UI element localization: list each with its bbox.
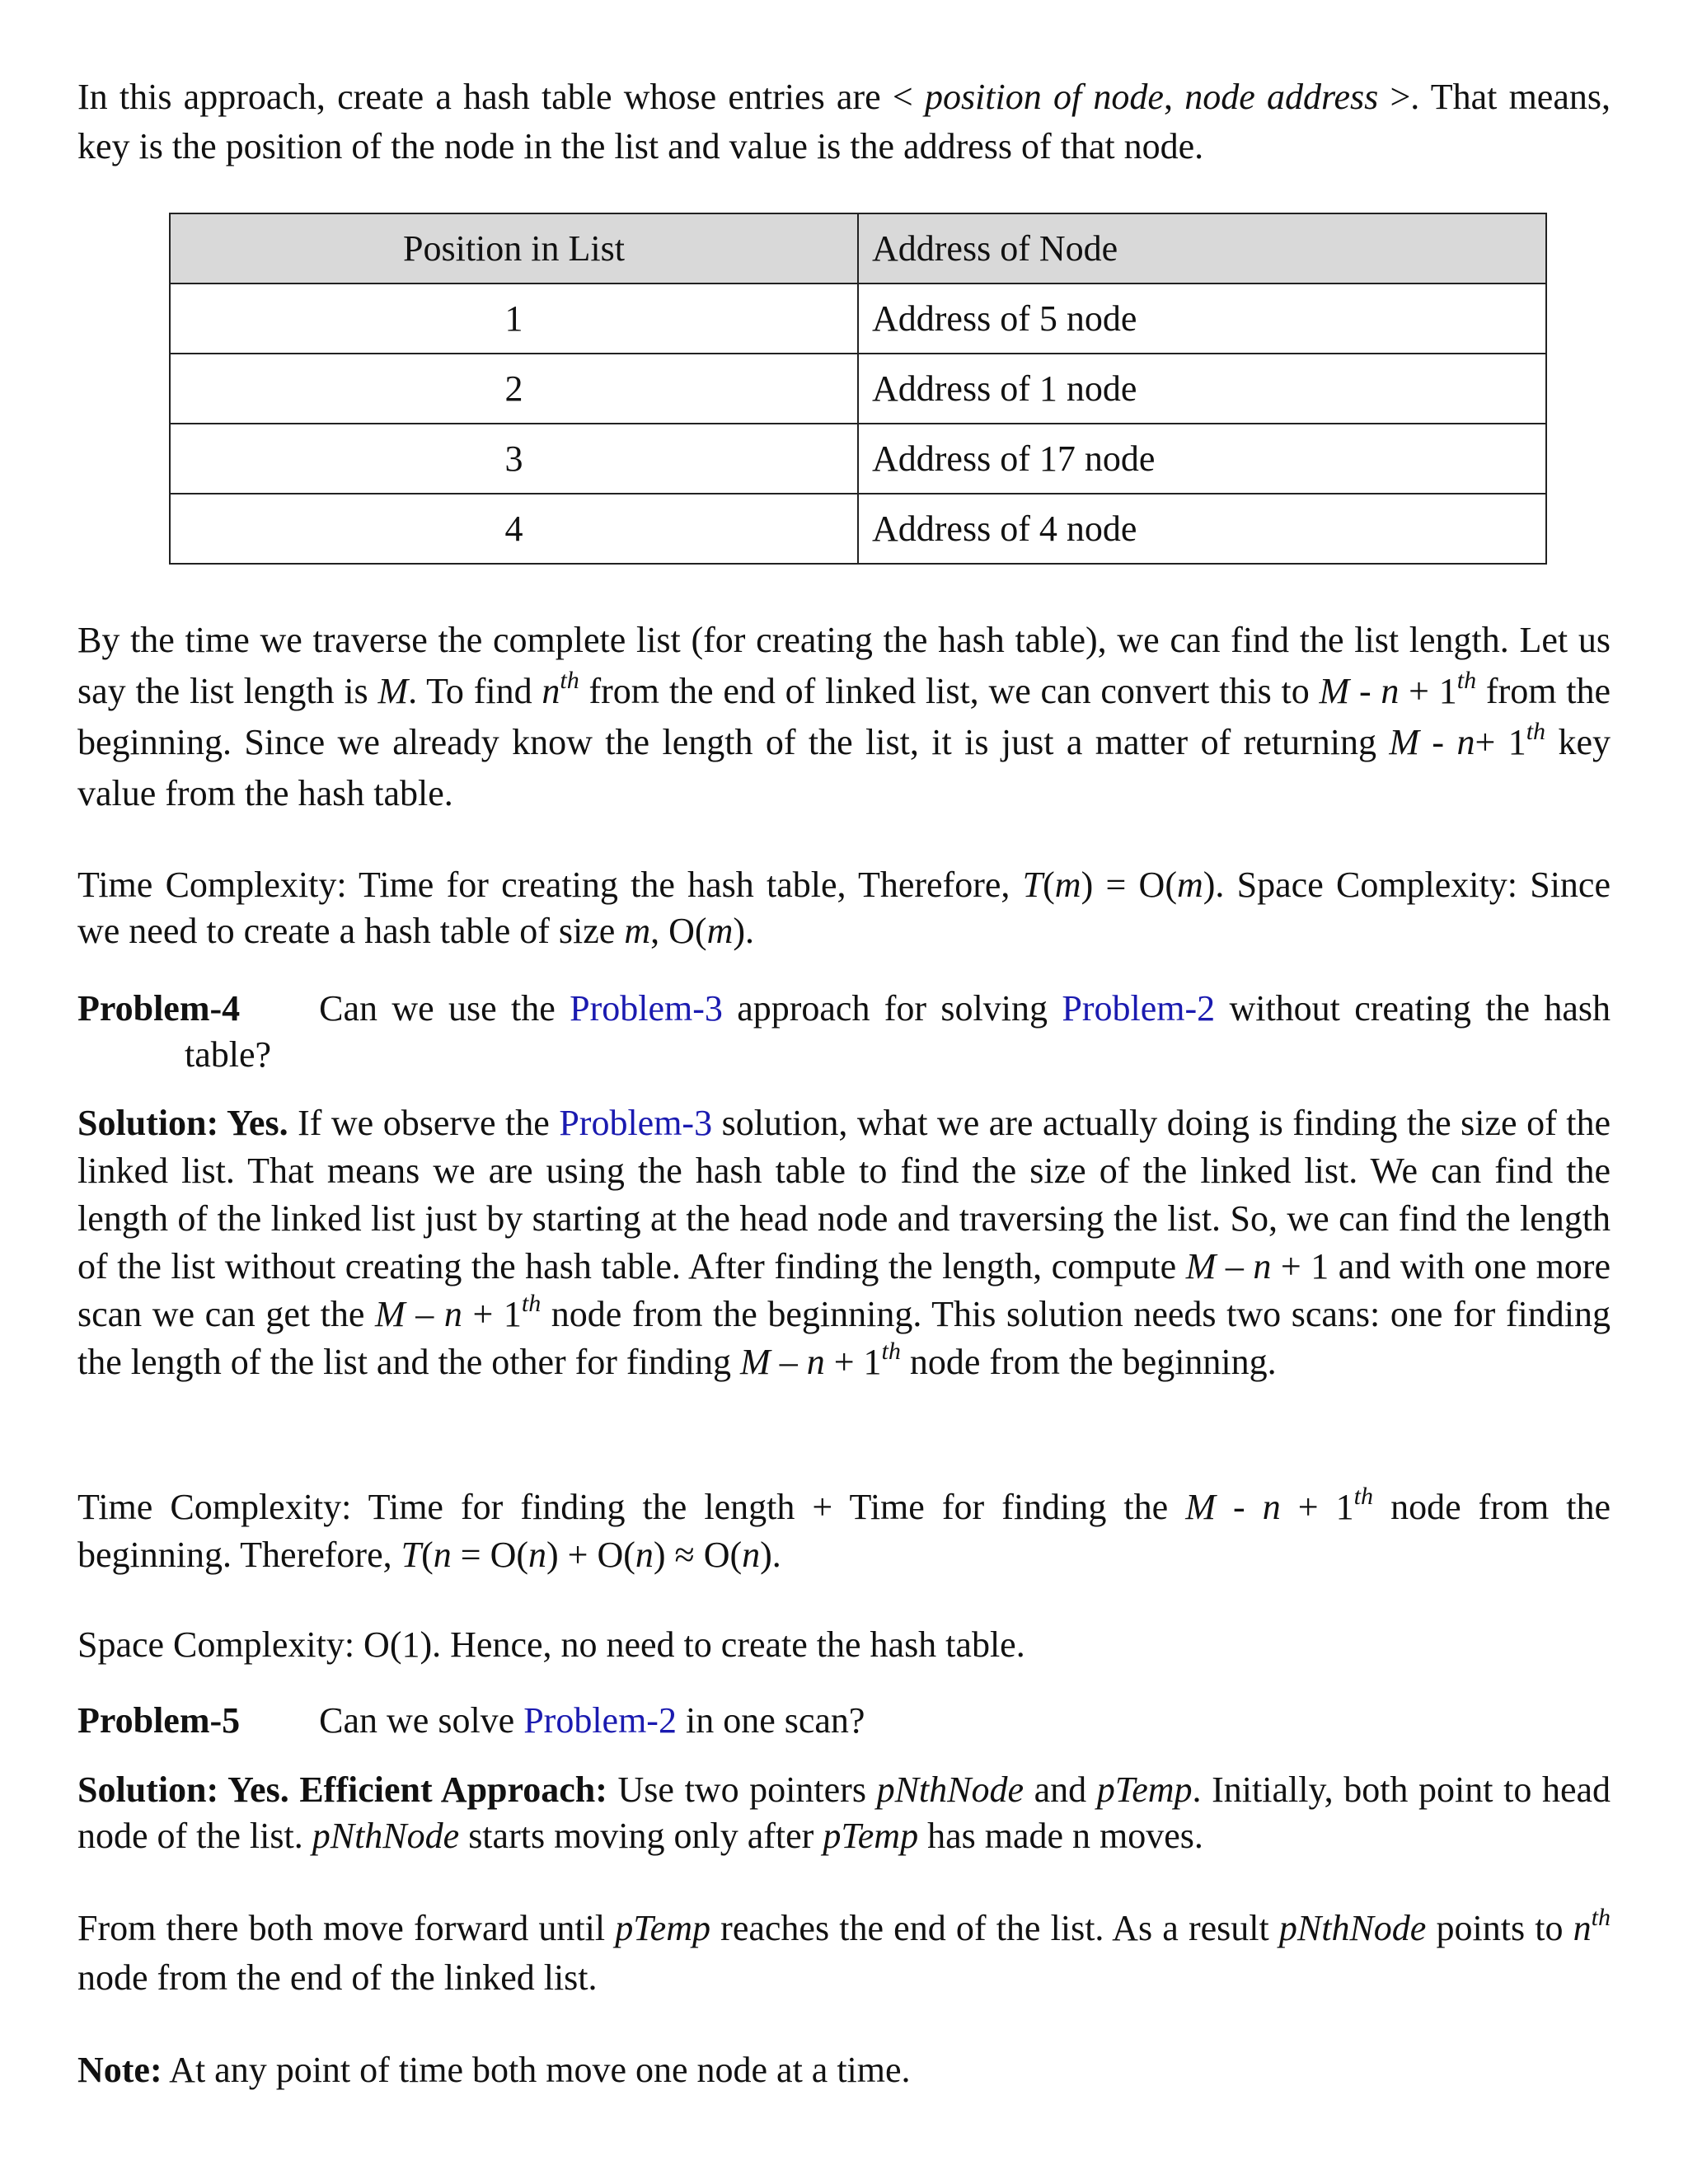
intro-paragraph: In this approach, create a hash table whose entries are < position of node, node address >. That means, key is the position of the node in the list and value is the address of that node. xyxy=(77,77,1611,166)
forward-paragraph: From there both move forward until pTemp reaches the end of the list. As a result pNthNode points to $n^{th}$ node from the end of the linked list. xyxy=(77,1904,1611,1998)
solution-5-label: Solution: Yes. Efficient Approach: xyxy=(77,1769,607,1810)
list-length-paragraph: By the time we traverse the complete list (for creating the hash table), we can find the list length. Let us say the list length is M. To find $n^{th}$ from the end of linked list, we can convert this to M - n + 1th from the beginning. Since we already know the length of the list, it is just a matter of returning M - n+ 1th key value from the hash table. xyxy=(77,620,1611,813)
table-row xyxy=(170,354,1546,424)
hash-table xyxy=(169,213,1547,565)
table-row xyxy=(170,424,1546,494)
problem-2-link[interactable]: Problem-2 xyxy=(1062,988,1216,1029)
complexity-paragraph-1: Time Complexity: Time for creating the hash table, Therefore, T(m) = O(m). Space Complexity: Since we need to create a hash table of size m, O(m). xyxy=(77,865,1611,951)
table-cell-address: Address of 5 node xyxy=(858,284,1546,354)
table-cell-address: Address of 1 node xyxy=(858,354,1546,424)
solution-4-paragraph: Solution: Yes. If we observe the Problem-3 solution, what we are actually doing is finding the size of the linked list. That means we are using the hash table to find the size of the linked list. We can find the length of the linked list just by starting at the head node and traversing the list. So, we can find the length of the list without creating the hash table. After finding the length, compute M – n + 1 and with one more scan we can get the M – n + 1th node from the beginning. This solution needs two scans: one for finding the length of the list and the other for finding M – n + 1th node from the beginning. xyxy=(77,1103,1611,1382)
problem-5-label: Problem-5 xyxy=(77,1700,241,1741)
problem-4: Problem-4 Can we use the Problem-3 approach for solving Problem-2 without creating the hash table? xyxy=(77,988,1611,1075)
problem-3-link[interactable]: Problem-3 xyxy=(570,988,723,1029)
table-cell-position: 3 xyxy=(170,424,858,494)
note-paragraph: Note: At any point of time both move one node at a time. xyxy=(77,2050,911,2090)
table-cell-position: 1 xyxy=(170,284,858,354)
table-row xyxy=(170,494,1546,564)
table-cell-position: 2 xyxy=(170,354,858,424)
table-header-row xyxy=(170,213,1546,284)
table-row xyxy=(170,284,1546,354)
problem-3-link[interactable]: Problem-3 xyxy=(559,1103,713,1143)
problem-2-link[interactable]: Problem-2 xyxy=(523,1700,677,1741)
header-position: Position in List xyxy=(170,213,858,284)
solution-5-paragraph: Solution: Yes. Efficient Approach: Use two pointers pNthNode and pTemp. Initially, both point to head node of the list. pNthNode starts moving only after pTemp has made n moves. xyxy=(77,1769,1611,1856)
problem-4-label: Problem-4 xyxy=(77,988,241,1029)
complexity-paragraph-2: Time Complexity: Time for finding the length + Time for finding the M - n + 1th node from the beginning. Therefore, T(n = O(n) + O(n) ≈ O(n). xyxy=(77,1483,1611,1575)
problem-5: Problem-5 Can we solve Problem-2 in one scan? xyxy=(77,1700,865,1741)
note-label: Note: xyxy=(77,2050,162,2090)
table-cell-address: Address of 4 node xyxy=(858,494,1546,564)
solution-4-label: Solution: Yes. xyxy=(77,1103,288,1143)
table-cell-position: 4 xyxy=(170,494,858,564)
table-cell-address: Address of 17 node xyxy=(858,424,1546,494)
header-address: Address of Node xyxy=(858,213,1546,284)
space-complexity-2: Space Complexity: O(1). Hence, no need to create the hash table. xyxy=(77,1624,1025,1665)
